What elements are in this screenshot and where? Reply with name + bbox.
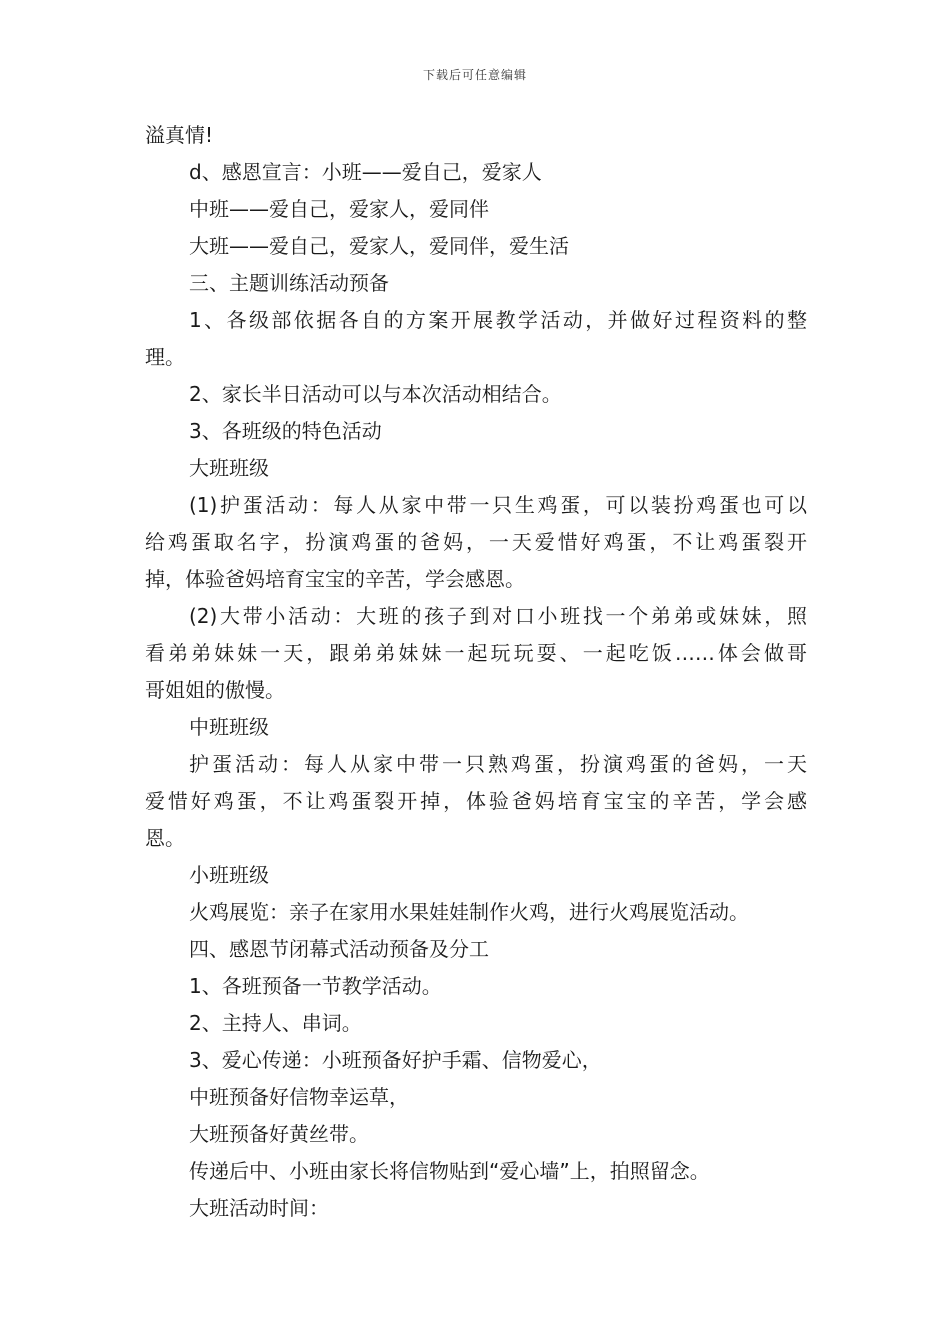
text-line: 1、各班预备一节教学活动。 — [189, 974, 442, 998]
text-line: 3、各班级的特色活动 — [189, 419, 382, 443]
text-line: 溢真情! — [145, 123, 214, 147]
text-line: 三、主题训练活动预备 — [189, 271, 389, 295]
text-line: (1)护蛋活动：每人从家中带一只生鸡蛋，可以装扮鸡蛋也可以 — [189, 493, 807, 517]
text-line: (2)大带小活动：大班的孩子到对口小班找一个弟弟或妹妹，照 — [189, 604, 807, 628]
text-line: 2、主持人、串词。 — [189, 1011, 362, 1035]
text-line: 大班——爱自己，爱家人，爱同伴，爱生活 — [189, 234, 569, 258]
text-line: 大班活动时间： — [189, 1196, 329, 1220]
text-line: 小班班级 — [189, 863, 269, 887]
text-line: 掉，体验爸妈培育宝宝的辛苦，学会感恩。 — [145, 567, 525, 591]
text-line: d、感恩宣言：小班——爱自己，爱家人 — [189, 160, 542, 184]
text-line: 火鸡展览：亲子在家用水果娃娃制作火鸡，进行火鸡展览活动。 — [189, 900, 749, 924]
text-line: 中班——爱自己，爱家人，爱同伴 — [189, 197, 489, 221]
text-line: 恩。 — [145, 826, 185, 850]
text-line: 大班预备好黄丝带。 — [189, 1122, 369, 1146]
text-line: 3、爱心传递：小班预备好护手霜、信物爱心， — [189, 1048, 602, 1072]
text-line: 爱惜好鸡蛋，不让鸡蛋裂开掉，体验爸妈培育宝宝的辛苦，学会感 — [145, 789, 807, 813]
document-body — [145, 117, 807, 1227]
text-line: 中班班级 — [189, 715, 269, 739]
text-line: 四、感恩节闭幕式活动预备及分工 — [189, 937, 489, 961]
text-line: 理。 — [145, 345, 185, 369]
text-line: 哥姐姐的傲慢。 — [145, 678, 285, 702]
text-line: 看弟弟妹妹一天，跟弟弟妹妹一起玩玩耍、一起吃饭……体会做哥 — [145, 641, 807, 665]
text-line: 大班班级 — [189, 456, 269, 480]
text-line: 传递后中、小班由家长将信物贴到“爱心墙”上，拍照留念。 — [189, 1159, 710, 1183]
text-line: 中班预备好信物幸运草， — [189, 1085, 409, 1109]
page-header: 下载后可任意编辑 — [422, 68, 527, 82]
text-line: 2、家长半日活动可以与本次活动相结合。 — [189, 382, 562, 406]
text-line: 给鸡蛋取名字，扮演鸡蛋的爸妈，一天爱惜好鸡蛋，不让鸡蛋裂开 — [145, 530, 807, 554]
text-line: 1、各级部依据各自的方案开展教学活动，并做好过程资料的整 — [189, 308, 807, 332]
text-line: 护蛋活动：每人从家中带一只熟鸡蛋，扮演鸡蛋的爸妈，一天 — [189, 752, 807, 776]
